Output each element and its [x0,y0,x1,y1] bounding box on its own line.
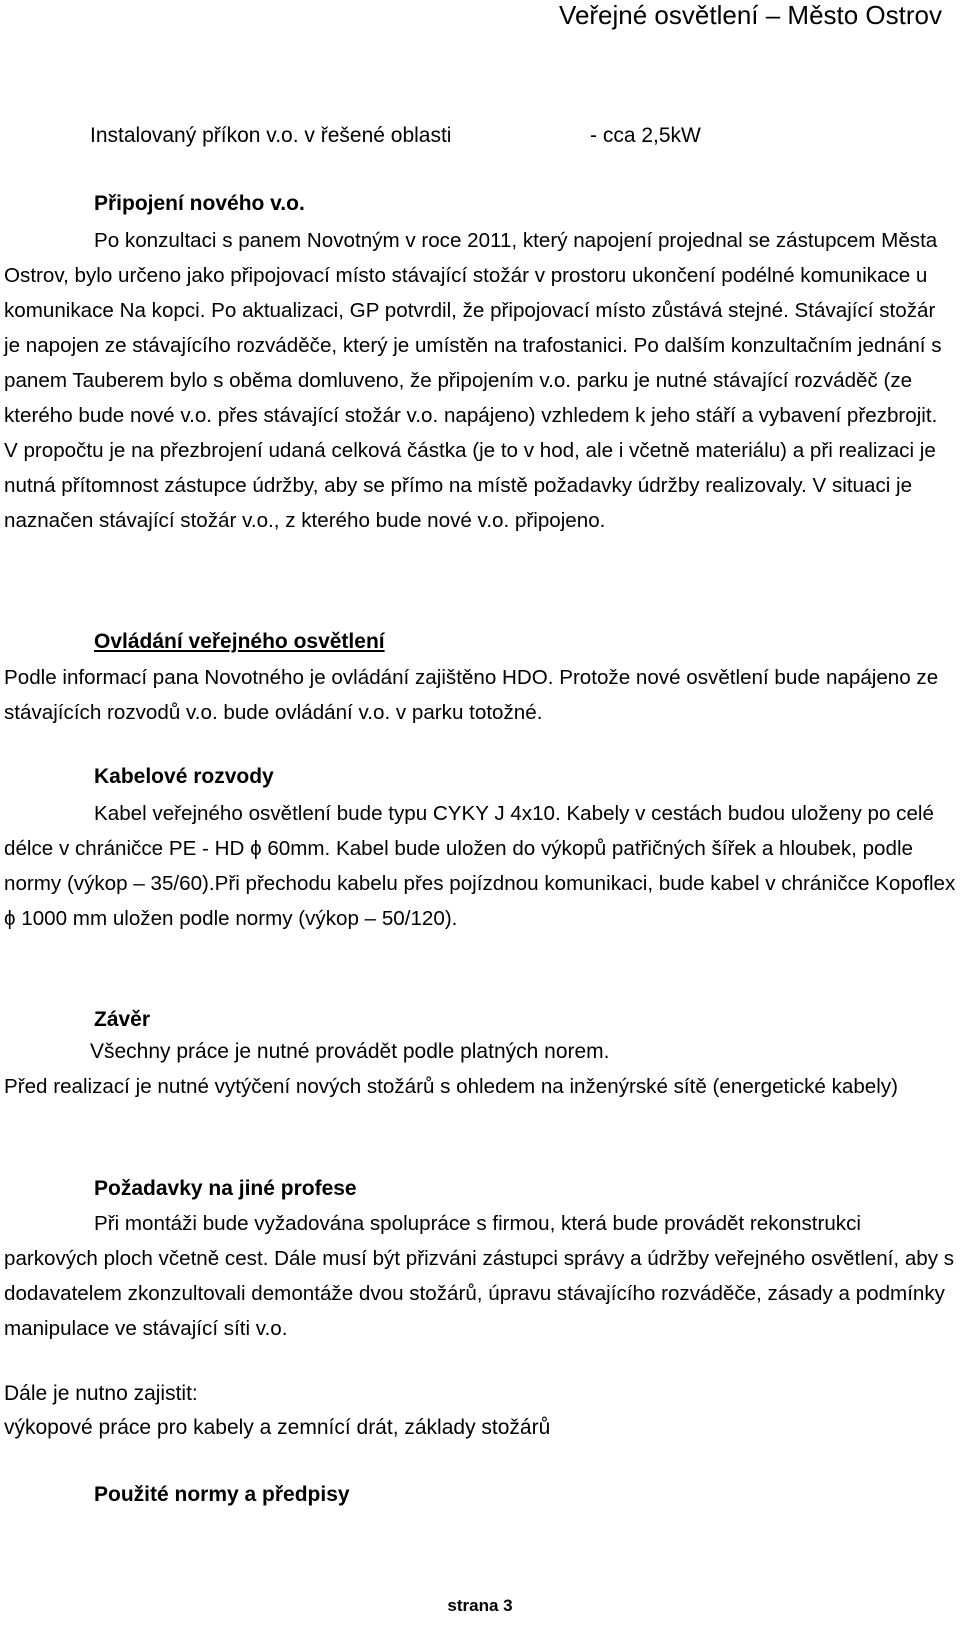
conclusion-line-2: Před realizací je nutné vytýčení nových stožárů s ohledem na inženýrské sítě (energetické kabely) [4,1075,898,1098]
section-heading-connection: Připojení nového v.o. [94,192,305,215]
section-heading-norms: Použité normy a předpisy [94,1483,350,1506]
section-heading-requirements: Požadavky na jiné profese [94,1177,357,1200]
connection-paragraph: Po konzultaci s panem Novotným v roce 2011, který napojení projednal se zástupcem Města Ostrov, bylo určeno jako připojovací místo stávající stožár v prostoru ukončení podélné komunikace u komunikace Na kopci. Po aktualizaci, GP potvrdil, že připojovací místo zůstává stejné. Stávající stožár je napojen ze stávajícího rozváděče, který je umístěn na trafostanici. Po dalším konzultačním jednání s panem Tauberem bylo s oběma domluveno, že připojením v.o. parku je nutné stávající rozváděč (ze kterého bude nové v.o. přes stávající stožár v.o. napájeno) vzhledem k jeho stáří a vybavení přezbrojit. V propočtu je na přezbrojení udaná celková částka (je to v hod, ale i včetně materiálu) a při realizaci je nutná přítomnost zástupce údržby, aby se přímo na místě požadavky údržby realizovaly. V situaci je naznačen stávající stožár v.o., z kterého bude nové v.o. připojeno. [4,229,942,532]
requirements-line-2: Dále je nutno zajistit: [4,1382,198,1405]
section-text-control: Podle informací pana Novotného je ovládání zajištěno HDO. Protože nové osvětlení bude napájeno ze stávajících rozvodů v.o. bude ovládání v.o. v parku totožné. [4,666,939,724]
section-heading-control: Ovládání veřejného osvětlení [94,630,385,653]
power-label: Instalovaný příkon v.o. v řešené oblasti [90,124,452,147]
page-header-title: Veřejné osvětlení – Město Ostrov [559,0,942,30]
conclusion-line-1: Všechny práce je nutné provádět podle platných norem. [90,1040,610,1063]
section-heading-conclusion: Závěr [94,1008,151,1031]
section-text-connection [4,223,956,538]
section-text-requirements [4,1206,956,1346]
page-number: strana 3 [447,1596,513,1615]
cables-paragraph: Kabel veřejného osvětlení bude typu CYKY J 4x10. Kabely v cestách budou uloženy po celé délce v chráničce PE - HD ϕ 60mm. Kabel bude uložen do výkopů patřičných šířek a hloubek, podle normy (výkop – 35/60).Při přechodu kabelu přes pojízdnou komunikaci, bude kabel v chráničce Kopoflex ϕ 1000 mm uložen podle normy (výkop – 50/120). [4,802,956,930]
section-text-cables [4,796,956,936]
requirements-paragraph: Při montáži bude vyžadována spolupráce s firmou, která bude provádět rekonstrukci parkových ploch včetně cest. Dále musí být přizváni zástupci správy a údržby veřejného osvětlení, aby s dodavatelem zkonzultovali demontáže dvou stožárů, úpravu stávajícího rozváděče, zásady a podmínky manipulace ve stávající síti v.o. [4,1212,955,1340]
power-value: - cca 2,5kW [590,124,701,147]
section-heading-cables: Kabelové rozvody [94,765,274,788]
requirements-line-3: výkopové práce pro kabely a zemnící drát, základy stožárů [4,1416,551,1439]
